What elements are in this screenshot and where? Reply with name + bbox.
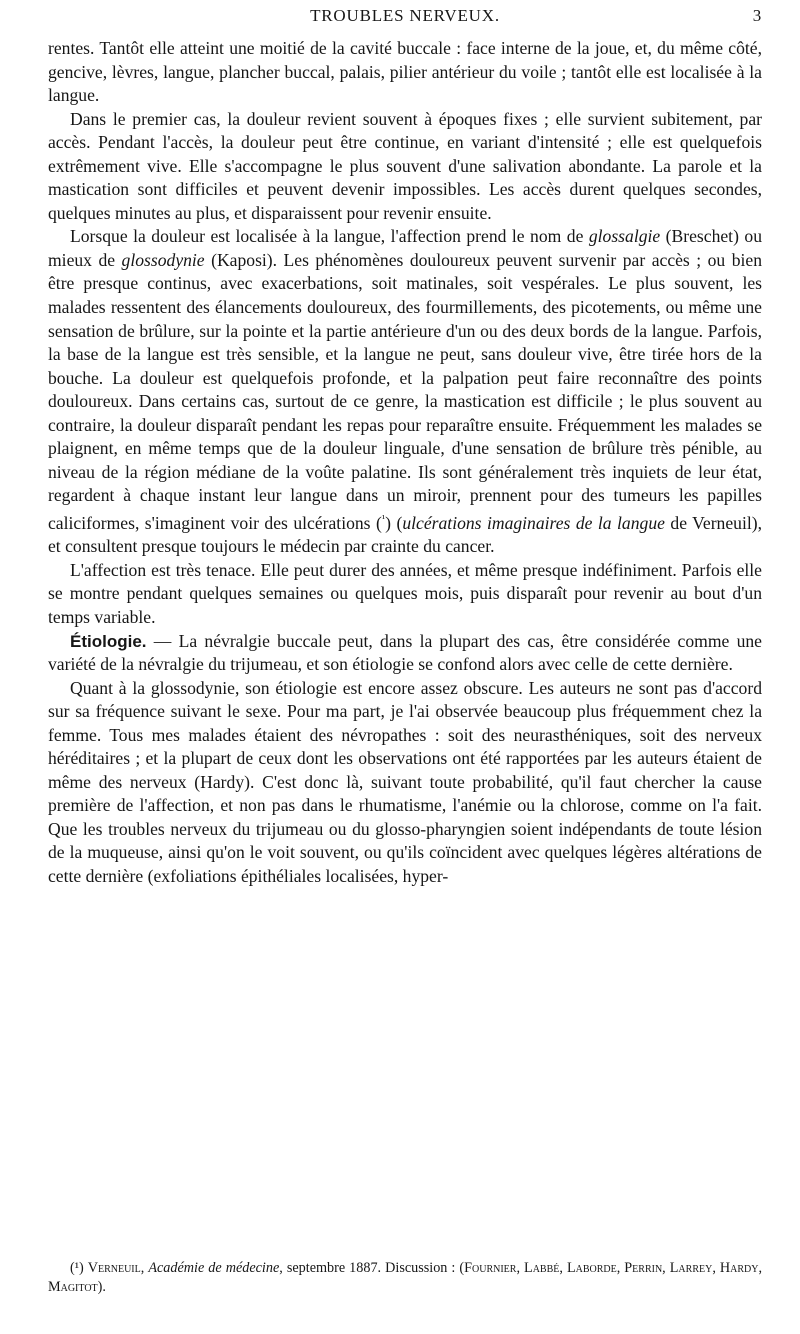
term-ulcerations-imaginaires: ulcérations imaginaires de la langue <box>402 512 665 533</box>
paragraph-4 <box>48 559 762 630</box>
paragraph-6 <box>48 677 762 889</box>
paragraph-2-text: Dans le premier cas, la douleur revient souvent à époques fixes ; elle survient subitement, par accès. Pendant l'accès, la douleur peut être continue, en variant d'intensité ; elle est quelquefois extrêmement vive. Elle s'accompagne le plus souvent d'une salivation abondante. La parole et la mastication sont difficiles et peuvent devenir impossibles. Les accès durent quelques secondes, quelques minutes au plus, et disparaissent pour revenir ensuite. <box>48 108 762 223</box>
paragraph-3-text-g: ) ( <box>385 512 403 533</box>
paragraph-6-text: Quant à la glossodynie, son étiologie est encore assez obscure. Les auteurs ne sont pas d'accord sur sa fréquence suivant le sexe. Pour ma part, je l'ai observée beaucoup plus fréquemment chez la femme. Tous mes malades étaient des névropathes : soit des neurasthéniques, soit des nerveux héréditaires ; et la plupart de ceux dont les observations ont été rapportées par les auteurs étaient de même des nerveux (Hardy). C'est donc là, suivant toute probabilité, qu'il faut chercher la cause première de l'affection, et non pas dans le rhumatisme, l'anémie ou la chlorose, comme on l'a fait. Que les troubles nerveux du trijumeau ou du glosso-pharyngien soient indépendants de toute lésion de la muqueuse, ainsi qu'on le voit souvent, ou qu'ils coïncident avec quelques légères altérations de cette dernière (exfoliations épithéliales localisées, hyper- <box>48 677 762 886</box>
footnote-1 <box>48 1259 762 1297</box>
section-heading-etiologie: Étiologie. <box>70 631 147 651</box>
document-page <box>48 0 762 1334</box>
footnote-author: Verneuil <box>87 1260 141 1276</box>
footnote-text: , septembre 1887. Discussion : ( <box>279 1260 465 1276</box>
paragraph-3 <box>48 225 762 559</box>
paragraph-5-text: — La névralgie buccale peut, dans la plupart des cas, être considérée comme une variété de la névralgie du trijumeau, et son étiologie se confond alors avec celle de cette dernière. <box>48 630 762 675</box>
page-number: 3 <box>752 6 762 25</box>
footnote-journal: Académie de médecine <box>148 1260 280 1276</box>
running-header <box>48 6 762 30</box>
paragraph-1 <box>48 37 762 108</box>
footnote <box>48 1259 762 1297</box>
term-glossalgie: glossalgie <box>588 226 661 247</box>
footnote-separator: , <box>140 1260 149 1276</box>
running-title: TROUBLES NERVEUX. <box>310 6 500 25</box>
footnote-marker: (¹) <box>70 1260 88 1276</box>
footnote-names: Fournier, Labbé, Laborde, Perrin, Larrey, Hardy, Magitot <box>48 1260 763 1295</box>
paragraph-2 <box>48 108 762 226</box>
footnote-ref: ¹ <box>381 512 386 525</box>
paragraph-3-text-e: (Kaposi). Les phénomènes douloureux peuvent survenir par accès ; ou bien être presque continus, avec exacerbations, soit matinales, soit vespérales. Le plus souvent, les malades ressentent des élancements douloureux, des fourmillements, des picotements, ou même une sensation de brûlure, sur la pointe et la partie antérieure d'un ou des deux bords de la langue. Parfois, la base de la langue est très sensible, et la langue ne peut, sans douleur vive, être tirée hors de la bouche. La douleur est quelquefois profonde, et la palpation peut faire reconnaître des points douloureux. Dans certains cas, surtout de ce genre, la mastication est difficile ; le plus souvent au contraire, la douleur disparaît pendant les repas pour reparaître ensuite. Fréquemment les malades se plaignent, en même temps que de la douleur linguale, d'une sensation de brûlure très pénible, au niveau de la région médiane de la voûte palatine. Ils sont généralement très inquiets de leur état, regardent à chaque instant leur langue dans un miroir, prennent pour des tumeurs les papilles caliciformes, s'imaginent voir des ulcérations ( <box>48 249 762 533</box>
paragraph-4-text: L'affection est très tenace. Elle peut durer des années, et même presque indéfiniment. Parfois elle se montre pendant quelques semaines ou quelques mois, puis disparaît pour revenir au bout d'un temps variable. <box>48 559 762 627</box>
paragraph-3-text-c: (Breschet) ou mieux de <box>48 226 762 270</box>
paragraph-1-text: rentes. Tantôt elle atteint une moitié de la cavité buccale : face interne de la joue, et, du même côté, gencive, lèvres, langue, plancher buccal, palais, pilier antérieur du voile ; tantôt elle est localisée à la langue. <box>48 38 762 106</box>
term-glossodynie: glossodynie <box>121 249 205 270</box>
paragraph-3-text-a: Lorsque la douleur est localisée à la langue, l'affection prend le nom de <box>70 226 589 247</box>
paragraph-5 <box>48 630 762 677</box>
body-text <box>48 37 762 889</box>
footnote-close: ). <box>97 1279 106 1295</box>
paragraph-3-text-i: de Verneuil), et consultent presque toujours le médecin par crainte du cancer. <box>48 512 762 557</box>
